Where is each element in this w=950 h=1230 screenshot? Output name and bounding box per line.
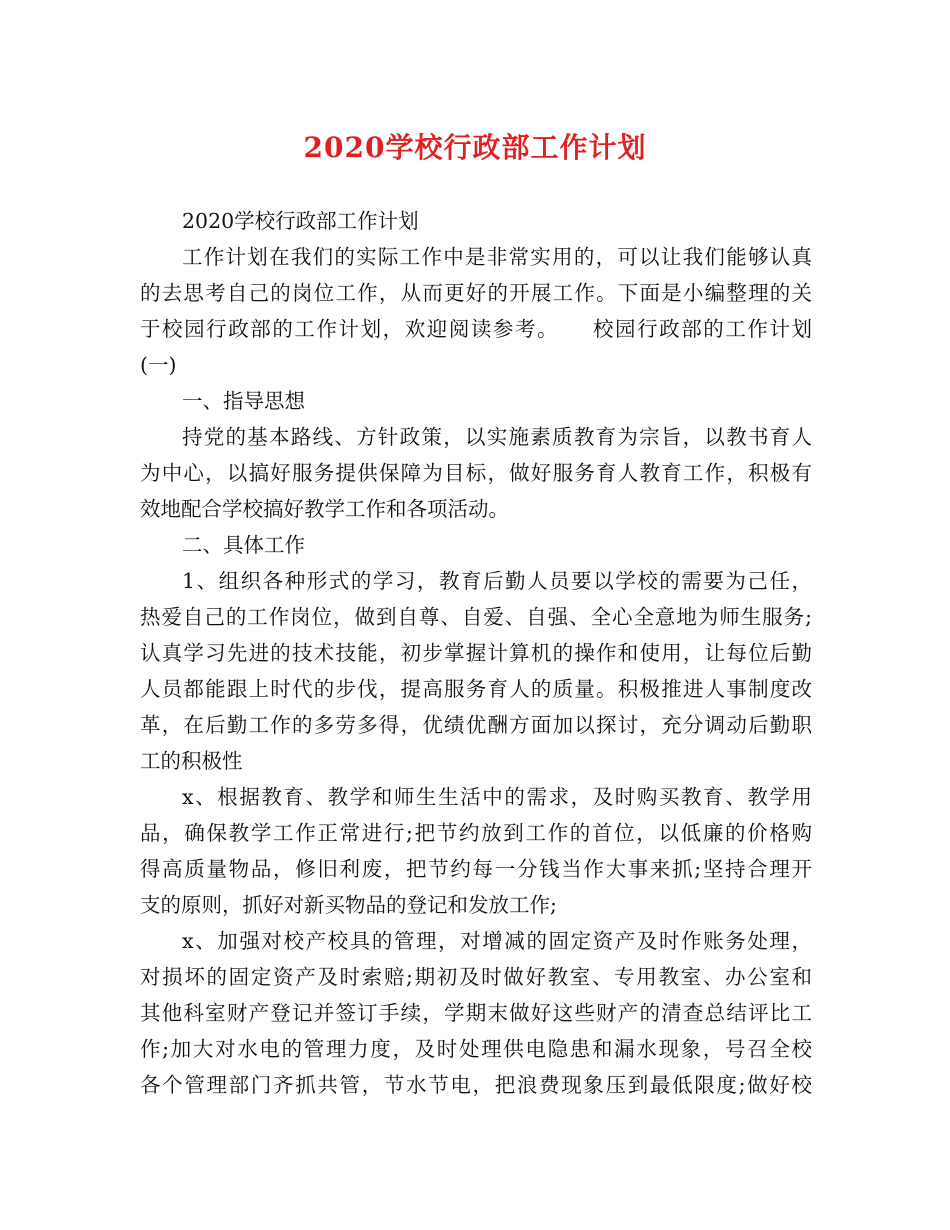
body-line: 支的原则，抓好对新买物品的登记和发放工作; xyxy=(140,893,557,917)
body-line: 效地配合学校搞好教学工作和各项活动。 xyxy=(140,497,509,521)
document-title: 2020学校行政部工作计划 xyxy=(303,131,647,164)
body-line: 革，在后勤工作的多劳多得，优绩优酬方面加以探讨，充分调动后勤职 xyxy=(140,713,812,737)
body-line: 于校园行政部的工作计划，欢迎阅读参考。 校园行政部的工作计划 xyxy=(140,317,812,341)
body-line: 各个管理部门齐抓共管，节水节电，把浪费现象压到最低限度;做好校 xyxy=(140,1073,812,1097)
body-line: 品，确保教学工作正常进行;把节约放到工作的首位，以低廉的价格购 xyxy=(140,821,812,845)
body-line: 人员都能跟上时代的步伐，提高服务育人的质量。积极推进人事制度改 xyxy=(140,677,812,701)
body-line: 热爱自己的工作岗位，做到自尊、自爱、自强、全心全意地为师生服务; xyxy=(140,605,812,629)
body-line: x、根据教育、教学和师生生活中的需求，及时购买教育、教学用 xyxy=(182,785,812,809)
body-line: 一、指导思想 xyxy=(182,389,305,413)
body-line: 二、具体工作 xyxy=(182,533,305,557)
body-line: 对损坏的固定资产及时索赔;期初及时做好教室、专用教室、办公室和 xyxy=(140,965,812,989)
body-line: 为中心，以搞好服务提供保障为目标，做好服务育人教育工作，积极有 xyxy=(140,461,812,485)
body-line: 持党的基本路线、方针政策，以实施素质教育为宗旨，以教书育人 xyxy=(182,425,812,449)
body-line: 得高质量物品，修旧利废，把节约每一分钱当作大事来抓;坚持合理开 xyxy=(140,857,812,881)
body-line: (一) xyxy=(140,353,177,377)
document-body xyxy=(140,203,812,1103)
body-line: 的去思考自己的岗位工作，从而更好的开展工作。下面是小编整理的关 xyxy=(140,281,812,305)
body-line: 其他科室财产登记并签订手续，学期末做好这些财产的清查总结评比工 xyxy=(140,1001,812,1025)
body-line: x、加强对校产校具的管理，对增减的固定资产及时作账务处理， xyxy=(182,929,812,953)
body-line: 工作计划在我们的实际工作中是非常实用的，可以让我们能够认真 xyxy=(182,245,812,269)
body-line: 认真学习先进的技术技能，初步掌握计算机的操作和使用，让每位后勤 xyxy=(140,641,812,665)
body-line: 1、组织各种形式的学习，教育后勤人员要以学校的需要为己任， xyxy=(182,569,812,593)
body-line: 作;加大对水电的管理力度，及时处理供电隐患和漏水现象，号召全校 xyxy=(140,1037,812,1061)
body-line: 2020学校行政部工作计划 xyxy=(182,209,419,233)
body-line: 工的积极性 xyxy=(140,749,243,773)
